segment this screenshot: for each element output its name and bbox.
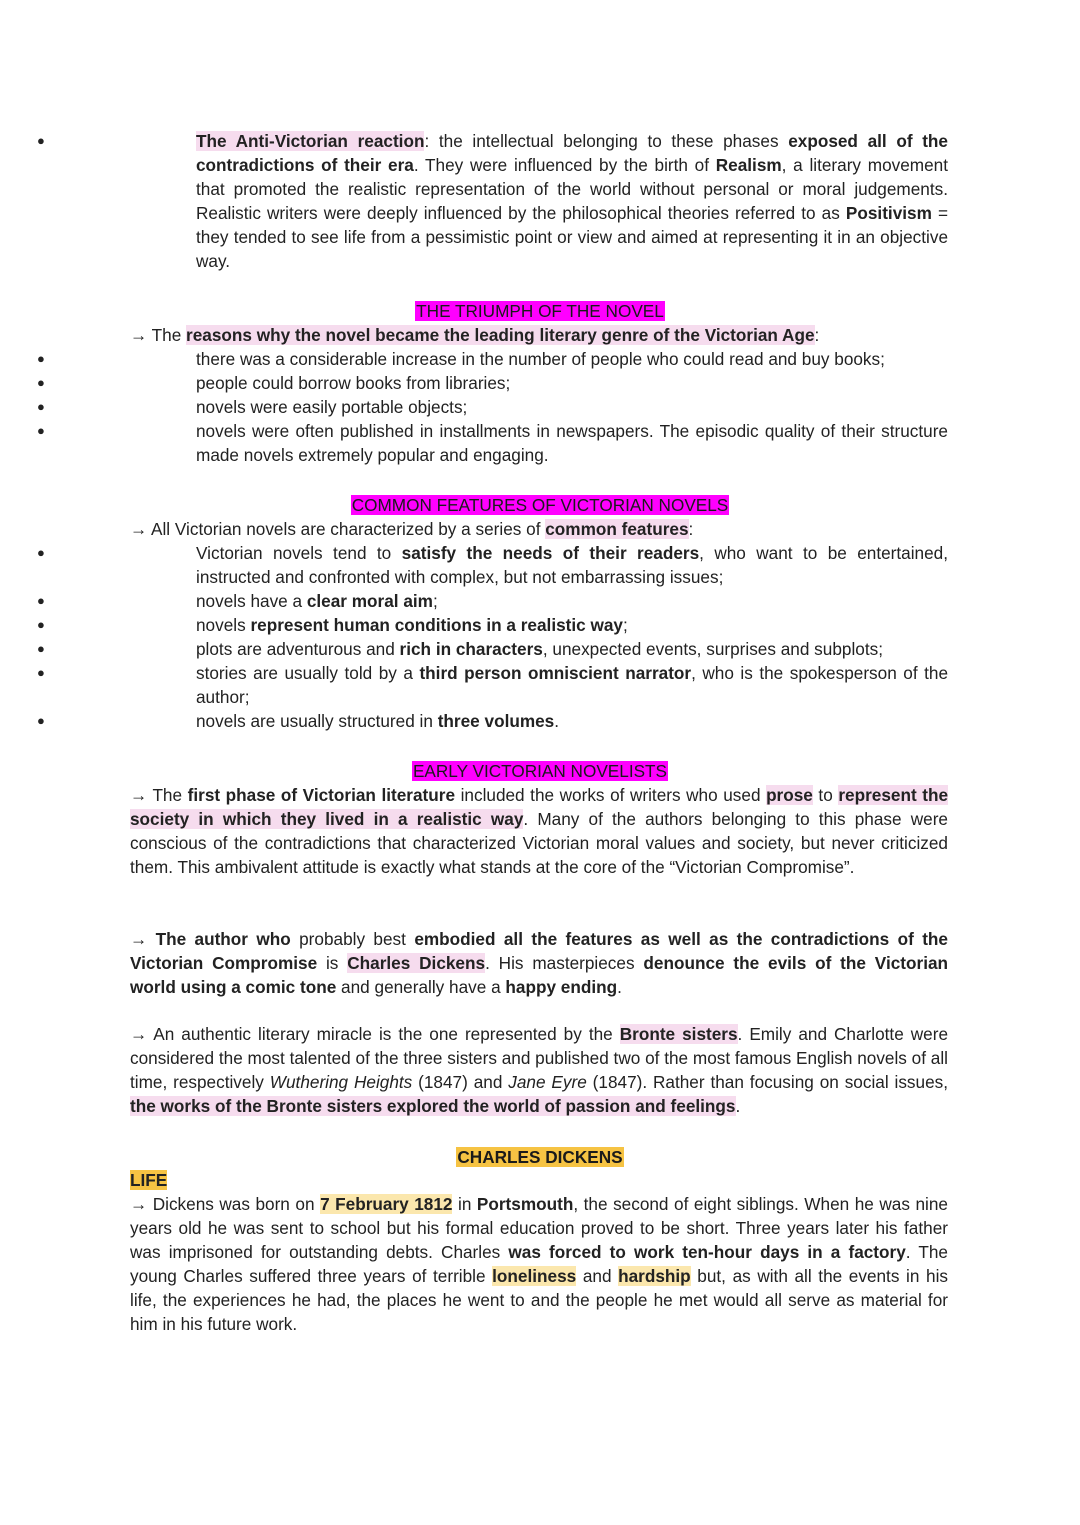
bold-text: satisfy the needs of their readers (401, 543, 700, 563)
list-item (0, 637, 948, 661)
features-section (130, 517, 948, 733)
bold-text: first phase of Victorian literature (187, 785, 456, 805)
bold-text: happy ending (505, 977, 618, 997)
text: → Dickens was born on (130, 1194, 321, 1214)
text: , who want to be entertained, instructed and confronted with complex, but not embarrassing issues; (196, 543, 948, 587)
text: . They were influenced by the birth of (413, 155, 716, 175)
text: . (554, 711, 560, 731)
heading-early-novelists (0, 760, 1080, 782)
bold-text: The author who (155, 929, 291, 949)
list-item (0, 613, 948, 637)
list-item (0, 709, 948, 733)
text: and (576, 1266, 619, 1286)
text: . Emily and Charlotte were considered the most talented of the three sisters and published two of the most famous English novels of all time, respectively (130, 1024, 949, 1092)
text: → All Victorian novels are characterized by a series of (130, 519, 546, 539)
bold-text: was forced to work ten-hour days in a factory (508, 1242, 906, 1262)
text: . (735, 1096, 741, 1116)
text: novels are usually structured in (196, 711, 438, 731)
heading-text: EARLY VICTORIAN NOVELISTS (412, 761, 668, 781)
bold-text: third person omniscient narrator (419, 663, 692, 683)
heading-text: THE TRIUMPH OF THE NOVEL (416, 301, 664, 321)
anti-victorian-list (130, 129, 948, 273)
heading-text: CHARLES DICKENS (457, 1147, 623, 1167)
early-paragraph-3 (130, 1022, 948, 1118)
text: = they tended to see life from a pessimistic point or view and aimed at representing it in an objective way. (196, 203, 948, 271)
list-item (0, 541, 948, 589)
text: , who is the spokesperson of the author; (196, 663, 949, 707)
text: probably best (290, 929, 415, 949)
text: → An authentic literary miracle is the one represented by the (130, 1024, 620, 1044)
bold-text: loneliness (492, 1266, 577, 1286)
text: novels (196, 615, 251, 635)
early-paragraph-1 (130, 783, 948, 879)
text: ; (622, 615, 628, 635)
bold-text: clear moral aim (306, 591, 433, 611)
list-item: ● people could borrow books from libraries; (0, 371, 948, 395)
text: . (617, 977, 622, 997)
heading-triumph (0, 300, 1080, 322)
text: but, as with all the events in his life, the experiences he had, the places he went to and the people he met would all serve as material for him in his future work. (130, 1266, 948, 1334)
heading-text: COMMON FEATURES OF VICTORIAN NOVELS (351, 495, 729, 515)
text: in (452, 1194, 477, 1214)
text: , the second of eight siblings. When he was nine years old he was sent to school but his formal education proved to be short. Three years later his father was imprisoned for outstanding debts. Charles (130, 1194, 948, 1262)
list-item (0, 129, 948, 273)
italic-title: Wuthering Heights (269, 1072, 413, 1092)
bold-text: reasons why the novel became the leading literary genre of the Victorian Age (186, 325, 815, 345)
text: (1847) and (412, 1072, 509, 1092)
text: included the works of writers who used (455, 785, 767, 805)
life-label-text: LIFE (130, 1170, 168, 1190)
text: , unexpected events, surprises and subplots; (542, 639, 883, 659)
text: and generally have a (336, 977, 506, 997)
features-intro (130, 517, 948, 541)
text: : (688, 519, 694, 539)
features-list (0, 541, 948, 733)
text: to (812, 785, 839, 805)
bold-text: three volumes (437, 711, 555, 731)
text: → The (130, 325, 187, 345)
bold-text: rich in characters (399, 639, 543, 659)
text: → The (130, 785, 188, 805)
bold-text: common features (545, 519, 689, 539)
triumph-list (0, 347, 948, 467)
heading-features (0, 494, 1080, 516)
text: , a literary movement that promoted the realistic representation of the world without personal or moral judgements. Realistic writers were deeply influenced by the philosophical theories referred to as (196, 155, 948, 223)
text: . Many of the authors belonging to this phase were conscious of the contradictions that characterized Victorian moral values and society, but never criticized them. This ambivalent attitude is exactly what stands at the core of the “Victorian Compromise”. (130, 809, 948, 877)
bold-text: exposed all of the contradictions of their era (196, 131, 948, 175)
life-label (130, 1168, 948, 1192)
bold-text: represent human conditions in a realistic way (250, 615, 623, 635)
early-paragraph-2 (130, 927, 948, 999)
anti-victorian-term: The Anti-Victorian reaction (196, 131, 425, 151)
list-item: ● novels were often published in installments in newspapers. The episodic quality of their structure made novels extremely popular and engaging. (0, 419, 948, 467)
bold-text: prose (766, 785, 813, 805)
triumph-intro (130, 323, 948, 347)
list-item: ● novels were easily portable objects; (0, 395, 948, 419)
list-item (0, 589, 948, 613)
list-item (0, 661, 948, 709)
text: . His masterpieces (485, 953, 644, 973)
list-item: ● there was a considerable increase in the number of people who could read and buy books; (0, 347, 948, 371)
text: is (317, 953, 348, 973)
text: (1847). Rather than focusing on social issues, (586, 1072, 949, 1092)
triumph-section (130, 323, 948, 467)
text: ; (432, 591, 438, 611)
text: . The young Charles suffered three years of terrible (130, 1242, 948, 1286)
text: : the intellectual belonging to these phases (424, 131, 789, 151)
bold-text: the works of the Bronte sisters explored the world of passion and feelings (130, 1096, 736, 1116)
bold-text: Realism (715, 155, 782, 175)
bold-text: denounce the evils of the Victorian world using a comic tone (130, 953, 949, 997)
anti-victorian-section (130, 129, 948, 273)
bold-text: represent the society in which they lived in a realistic way (130, 785, 949, 829)
bold-text: Portsmouth (476, 1194, 574, 1214)
bold-text: Bronte sisters (619, 1024, 738, 1044)
bold-text: embodied all the features as well as the contradictions of the Victorian Compromise (130, 929, 948, 973)
italic-title: Jane Eyre (508, 1072, 587, 1092)
text: Victorian novels tend to (196, 543, 402, 563)
text: stories are usually told by a (196, 663, 420, 683)
bold-text: 7 February 1812 (320, 1194, 453, 1214)
heading-charles-dickens (0, 1146, 1080, 1168)
text: : (814, 325, 820, 345)
text: → (130, 929, 156, 949)
text: novels have a (196, 591, 307, 611)
bold-text: Positivism (845, 203, 932, 223)
bold-text: Charles Dickens (347, 953, 486, 973)
text: plots are adventurous and (196, 639, 400, 659)
bold-text: hardship (618, 1266, 691, 1286)
dickens-life-paragraph (130, 1192, 948, 1336)
